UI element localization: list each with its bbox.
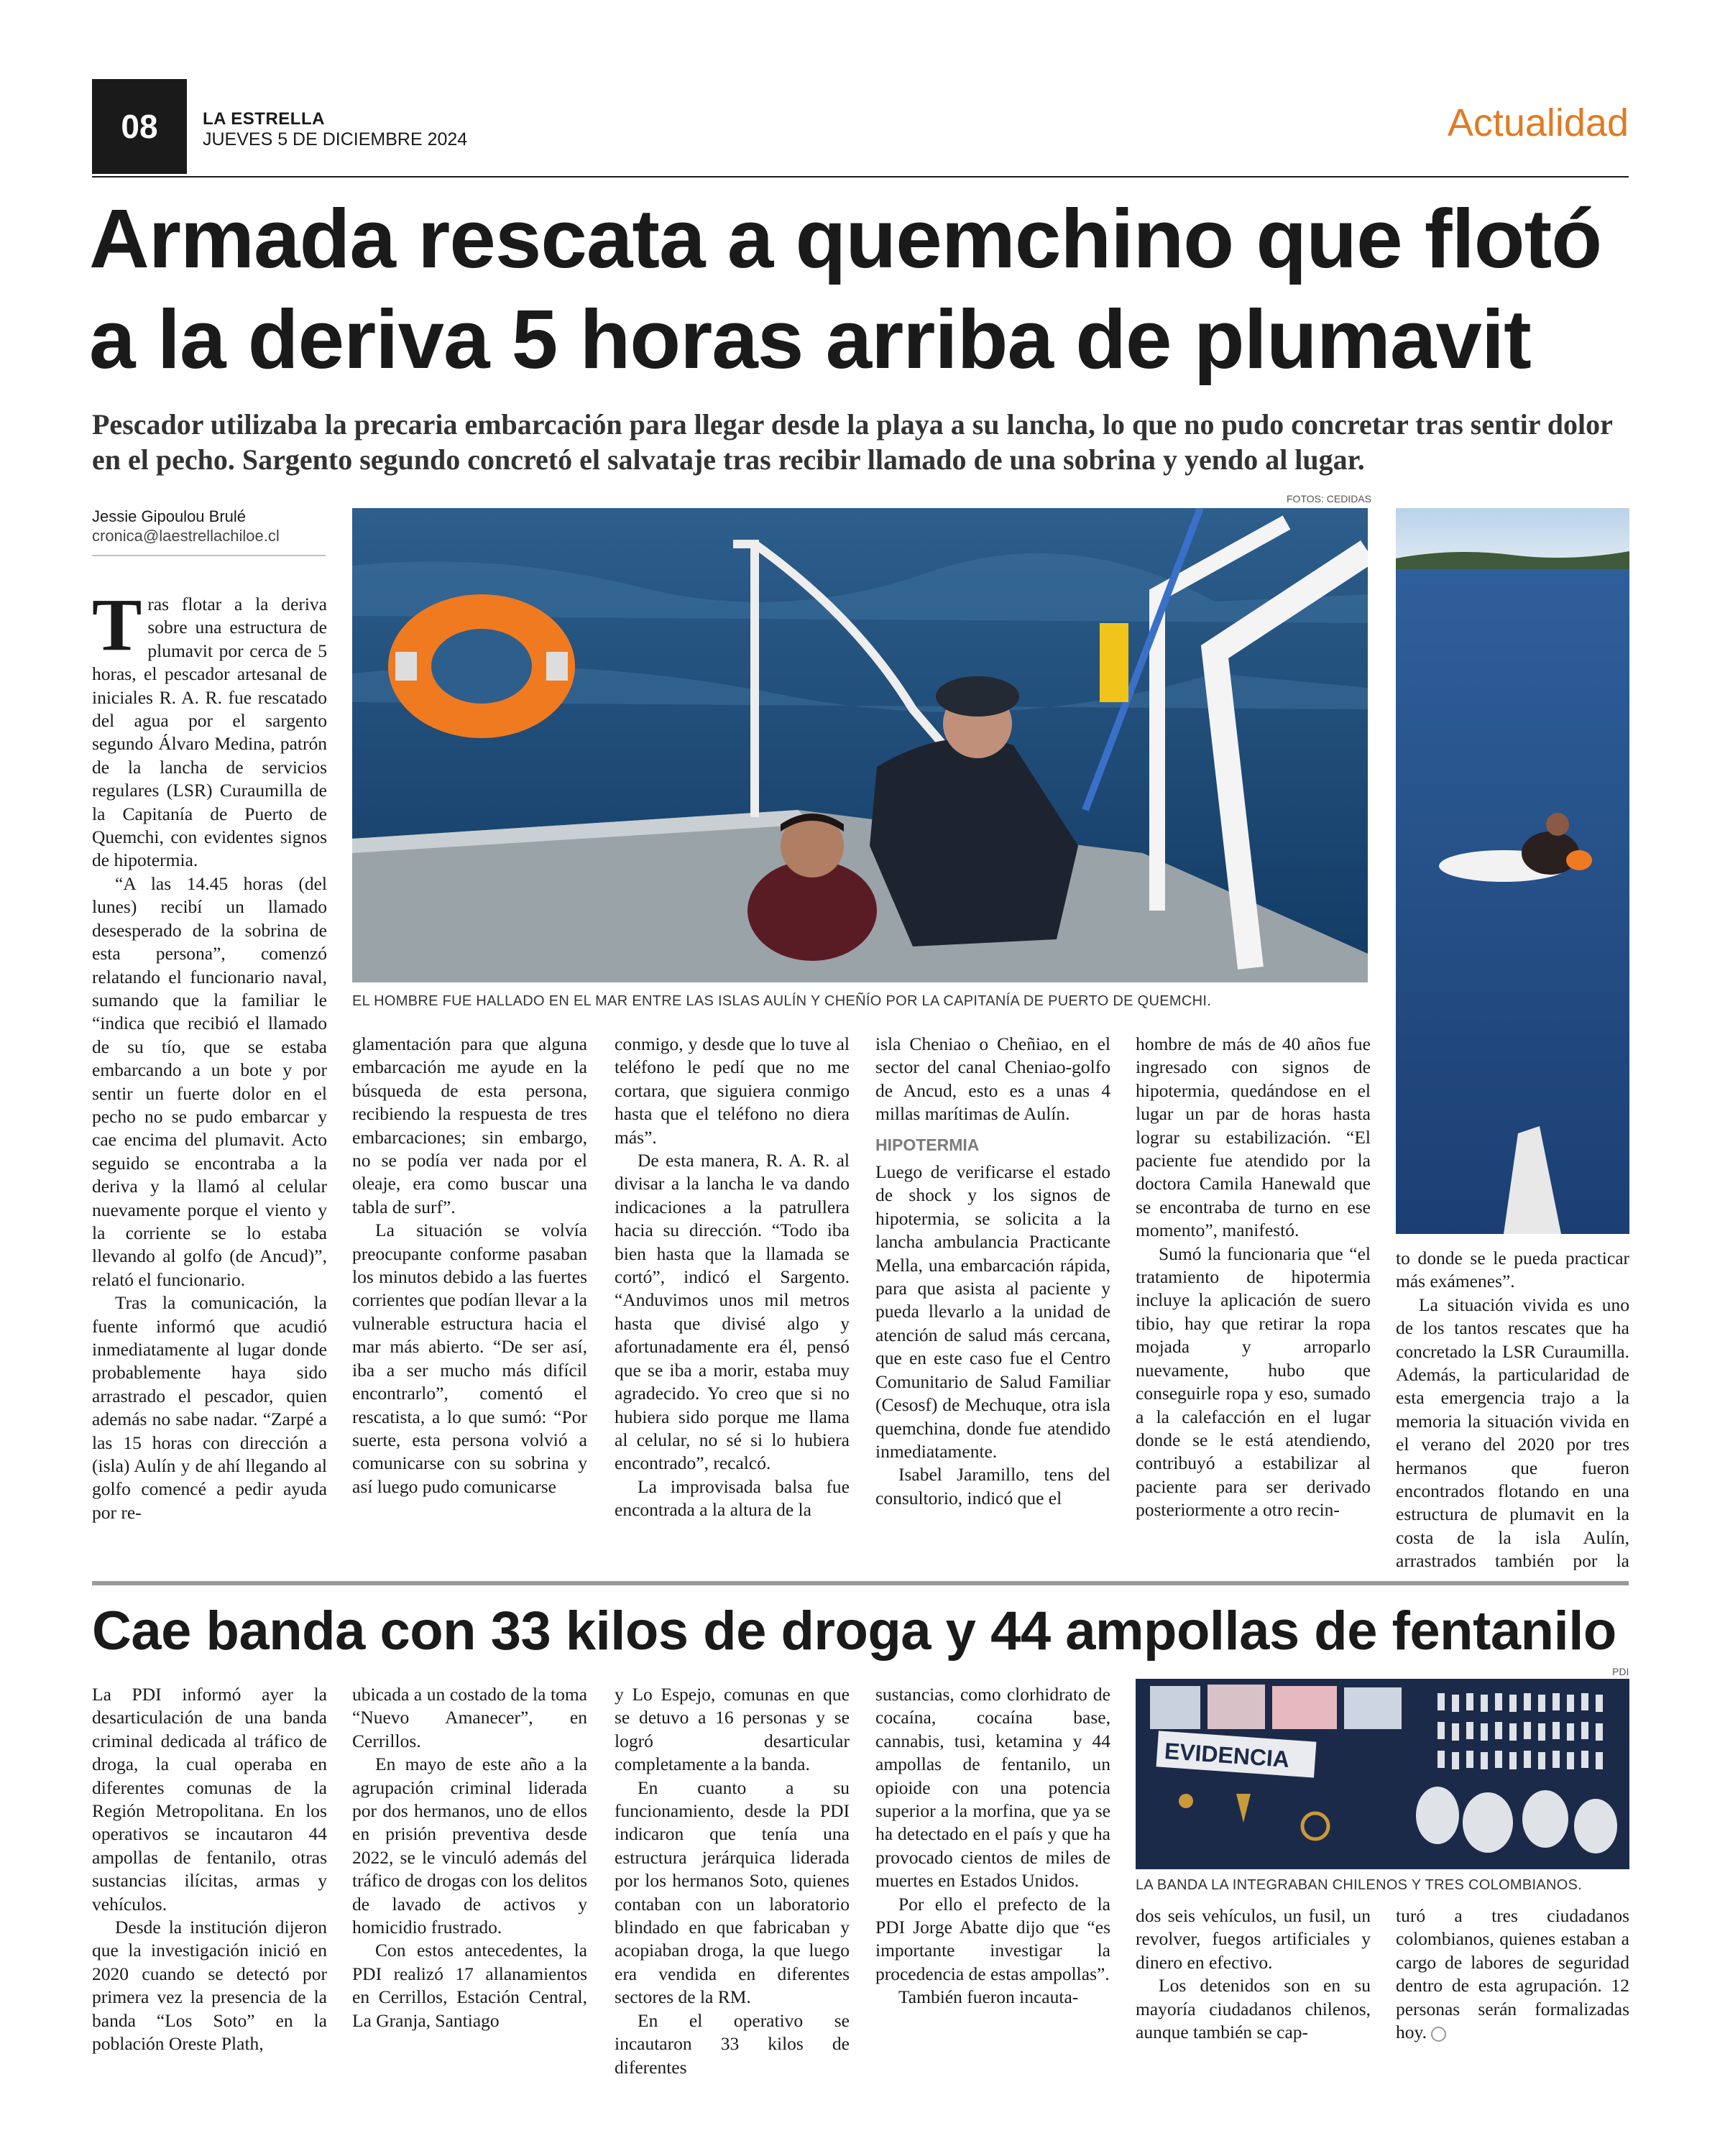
paragraph: La PDI informó ayer la desarticulación de una banda criminal dedicada al tráfico de droga, la cual operaba en diferentes comunas de la Región Metropolitana. En los operativos se incautaron 44 ampollas de fentanilo, otras sustancias ilícitas, armas y vehículos. bbox=[92, 1684, 327, 1915]
side-photo-sea bbox=[1396, 508, 1629, 1234]
paragraph: Con estos antecedentes, la PDI realizó 17 allanamientos en Cerrillos, Estación Central, La Granja, Santiago bbox=[352, 1940, 587, 2031]
article-lead: Pescador utilizaba la precaria embarcación para llegar desde la playa a su lancha, lo que no pudo concretar tras sentir dolor en el pecho. Sargento segundo concretó el salvataje tras recibir llamado de una sobrina y yendo al lugar. bbox=[92, 408, 1613, 476]
paragraph: De esta manera, R. A. R. al divisar a la lancha le va dando indicaciones a la patrullera hacia su dirección. “Todo iba bien hasta que la llamada se cortó”, indicó el Sargento. “Anduvimos unos mil metros hasta que divisé algo y afortunadamente era él, pensó que se iba a morir, estaba muy agradecido. Yo creo que si no hubiera sido porque me llama al celular, no sé si lo hubiera encontrado”, recalcó. bbox=[615, 1150, 850, 1474]
second-headline: Cae banda con 33 kilos de droga y 44 ampollas de fentanilo bbox=[92, 1600, 1616, 1662]
article2-column-6 bbox=[1396, 1904, 1629, 2095]
headline-line-2: a la deriva 5 horas arriba de plumavit bbox=[89, 292, 1531, 386]
paragraph: También fueron incauta- bbox=[898, 1986, 1079, 2008]
article2-column-3 bbox=[615, 1683, 850, 2093]
paragraph: Isabel Jaramillo, tens del consultorio, indicó que el bbox=[875, 1464, 1110, 1508]
author-email: cronica@laestrellachiloe.cl bbox=[92, 527, 280, 545]
headline-line-1: Armada rescata a quemchino que flotó bbox=[89, 192, 1602, 285]
paragraph: En el operativo se incautaron 33 kilos de diferentes bbox=[615, 2009, 850, 2078]
article-separator bbox=[92, 1581, 1629, 1585]
issue-date: JUEVES 5 DE DICIEMBRE 2024 bbox=[203, 129, 468, 149]
article2-column-4 bbox=[875, 1683, 1110, 2093]
dropcap-letter: T bbox=[92, 593, 142, 666]
main-headline bbox=[89, 188, 1634, 390]
paragraph-text: turó a tres ciudadanos colombianos, quienes estaban a cargo de labores de seguridad dentro de esta agrupación. 12 personas serán formalizadas hoy. bbox=[1396, 1905, 1629, 2043]
main-photo-caption: EL HOMBRE FUE HALLADO EN EL MAR ENTRE LAS ISLAS AULÍN Y CHEÑÍO POR LA CAPITANÍA DE PUERTO DE QUEMCHI. bbox=[352, 993, 1212, 1009]
photo-credit: FOTOS: CEDIDAS bbox=[1287, 493, 1371, 505]
photo-credit-pdi: PDI bbox=[1612, 1666, 1629, 1677]
article2-column-1 bbox=[92, 1683, 327, 2093]
paragraph bbox=[1396, 1904, 1629, 2044]
paragraph: sustancias, como clorhidrato de cocaína, cocaína base, cannabis, tusi, ketamina y 44 ampollas de fentanilo, un opioide con una potencia superior a la morfina, que ya se ha detectado en el país y que ha provocado cientos de miles de muertes en Estados Unidos. bbox=[875, 1684, 1110, 1892]
paragraph: y Lo Espejo, comunas en que se detuvo a 16 personas y se logró desarticular completamente a la banda. bbox=[615, 1684, 850, 1775]
paragraph: hombre de más de 40 años fue ingresado con signos de hipotermia, quedándose en el lugar un par de horas hasta lograr su estabilización. “El paciente fue atendido por la doctora Camila Hanewald que se encontraba de turno en ese momento”, manifestó. bbox=[1136, 1033, 1371, 1241]
paragraph: La improvisada balsa fue encontrada a la altura de la bbox=[615, 1475, 850, 1521]
article1-column-4 bbox=[875, 1033, 1110, 1565]
article1-column-5 bbox=[1136, 1033, 1371, 1565]
paragraph-text: ras flotar a la deriva sobre una estructura de plumavit por cerca de 5 horas, el pescador artesanal de iniciales R. A. R. fue rescatado del agua por el sargento segundo Álvaro Medina, patrón de la lancha de servicios regulares (LSR) Curaumilla de la Capitanía de Puerto de Quemchi, con evidentes signos de hipotermia. bbox=[92, 594, 327, 871]
rescue-photo-illustration bbox=[352, 508, 1368, 982]
paragraph-text: La situación vivida es uno de los tantos rescates que ha concretado la LSR Curaumilla. Además, la particularidad de esta emergencia trajo a la memoria la situación vivida en el verano del 2020 por tres hermanos que fueron encontrados flotando en una estructura de plumavit en la costa de la isla Aulín, arrastrados también por la bbox=[1396, 1294, 1629, 1570]
end-mark-icon bbox=[1431, 2027, 1446, 2042]
paragraph: dos seis vehículos, un fusil, un revolver, fuegos artificiales y dinero en efectivo. bbox=[1136, 1905, 1371, 1973]
evidencia-label: EVIDENCIA bbox=[1163, 1738, 1291, 1773]
paragraph: Sumó la funcionaria que “el tratamiento de hipotermia incluye la aplicación de suero tibio, hay que retirar la ropa mojada y arroparlo nuevamente, hubo que conseguirle ropa y eso, sumado a la calefacción en el lugar donde se le está atendiendo, contribuyó a estabilizar al paciente para ser derivado posteriormente a otro recin- bbox=[1136, 1243, 1371, 1521]
article1-column-2 bbox=[352, 1033, 587, 1565]
paragraph: Tras la comunicación, la fuente informó que acudió inmediatamente al lugar donde probablemente haya sido arrastrado el pescador, quien además no sabe nadar. “Zarpé a las 15 horas con dirección a (isla) Aulín y de ahí llegando al golfo comencé a pedir ayuda por re- bbox=[92, 1292, 327, 1523]
paragraph: Desde la institución dijeron que la investigación inició en 2020 cuando se detectó por primera vez la presencia de la banda “Los Soto” en la población Oreste Plath, bbox=[92, 1917, 327, 2055]
main-photo-rescue bbox=[352, 508, 1368, 982]
paragraph: Luego de verificarse el estado de shock y los signos de hipotermia, se solicita a la lancha ambulancia Practicante Mella, una embarcación rápida, para que asista al paciente y pueda llevarlo a la unidad de atención de salud más cercana, que en este caso fue el Centro Comunitario de Salud Familiar (Cesosf) de Mechuque, otra isla quemchina, donde fue atendido inmediatamente. bbox=[875, 1161, 1110, 1462]
article2-column-2 bbox=[352, 1683, 587, 2093]
article2-column-5 bbox=[1136, 1904, 1371, 2095]
article1-column-1 bbox=[92, 593, 327, 1565]
paragraph: Los detenidos son en su mayoría ciudadanos chilenos, aunque también se cap- bbox=[1136, 1975, 1371, 2043]
section-label: Actualidad bbox=[1447, 101, 1629, 144]
evidence-photo-caption: LA BANDA LA INTEGRABAN CHILENOS Y TRES COLOMBIANOS. bbox=[1136, 1877, 1583, 1893]
paragraph bbox=[1396, 1294, 1629, 1570]
paragraph: En cuanto a su funcionamiento, desde la PDI indicaron que tenía una estructura jerárquica liderada por los hermanos Soto, quienes contaban con un laboratorio blindado en que fabricaban y acopiaban droga, la que luego era vendida en diferentes sectores de la RM. bbox=[615, 1777, 850, 2008]
subheading-hipotermia: HIPOTERMIA bbox=[875, 1135, 980, 1154]
paragraph: “A las 14.45 horas (del lunes) recibí un llamado desesperado de la sobrina de esta persona”, comenzó relatando el funcionario naval, sumando que la familiar le “indica que recibió el llamado de su tío, que se estaba embarcando a un bote y por sentir un fuerte dolor en el pecho no se pudo embarcar y cae encima del plumavit. Acto seguido se encontraba a la deriva y la llamó al celular nuevamente porque el viento y la corriente se lo estaba llevando al golfo (de Ancud)”, relató el funcionario. bbox=[92, 872, 327, 1290]
paragraph: conmigo, y desde que lo tuve al teléfono le pedí que no me cortara, que siguiera conmigo hasta que el teléfono no diera más”. bbox=[615, 1033, 850, 1148]
paragraph: En mayo de este año a la agrupación criminal liderada por dos hermanos, uno de ellos en prisión preventiva desde 2022, se le vinculó además del tráfico de drogas con los delitos de lavado de activos y homicidio frustrado. bbox=[352, 1754, 587, 1938]
paragraph: isla Cheniao o Cheñiao, en el sector del canal Cheniao-golfo de Ancud, esto es a unas 4 millas marítimas de Aulín. bbox=[875, 1033, 1110, 1125]
page-number: 08 bbox=[92, 79, 187, 174]
paragraph: La situación se volvía preocupante conforme pasaban los minutos debido a las fuertes corrientes que podían llevar a la vulnerable estructura hacia el mar más abierto. “De ser así, iba a ser mucho más difícil encontrarlo”, comentó el rescatista, a lo que sumó: “Por suerte, esta persona volvió a comunicarse con su sobrina y así luego pudo comunicarse bbox=[352, 1220, 587, 1497]
paragraph: ubicada a un costado de la toma “Nuevo Amanecer”, en Cerrillos. bbox=[352, 1684, 587, 1751]
header-rule bbox=[92, 176, 1629, 178]
article1-column-3 bbox=[615, 1033, 850, 1565]
newspaper-name: LA ESTRELLA bbox=[203, 109, 325, 129]
evidence-photo-illustration bbox=[1136, 1679, 1629, 1869]
paragraph: to donde se le pueda practicar más exámenes”. bbox=[1396, 1248, 1629, 1292]
author-name: Jessie Gipoulou Brulé bbox=[92, 507, 247, 525]
sea-photo-illustration bbox=[1396, 508, 1629, 1234]
article1-column-6 bbox=[1396, 1247, 1629, 1570]
byline-rule bbox=[92, 555, 326, 556]
paragraph: Por ello el prefecto de la PDI Jorge Abatte dijo que “es importante investigar la procedencia de estas ampollas”. bbox=[875, 1893, 1110, 1984]
evidence-photo bbox=[1136, 1679, 1629, 1869]
paragraph: glamentación para que alguna embarcación me ayude en la búsqueda de esta persona, recibiendo la respuesta de tres embarcaciones; sin embargo, no se podía ver nada por el oleaje, era como buscar una tabla de surf”. bbox=[352, 1033, 587, 1217]
